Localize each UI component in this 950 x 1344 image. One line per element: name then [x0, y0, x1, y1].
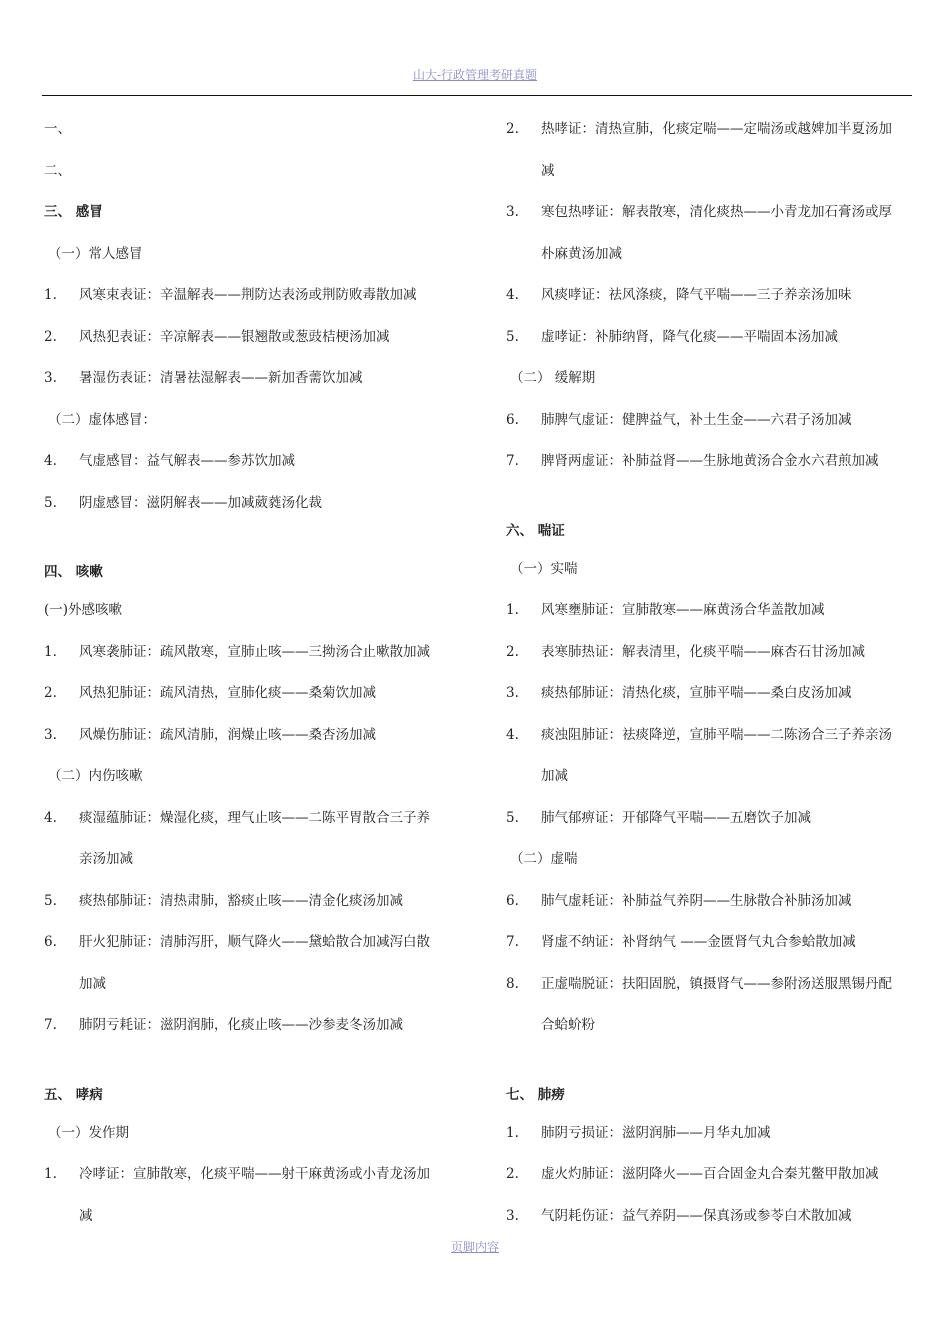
item-text: 痰湿蕴肺证：燥湿化痰，理气止咳——二陈平胃散合三子养 — [79, 809, 430, 826]
item-number: 1. — [44, 643, 57, 660]
section-heading — [506, 486, 916, 552]
item-continuation — [44, 967, 454, 1009]
subsection-heading-text: （二） 缓解期 — [510, 370, 596, 386]
subsection-heading — [506, 842, 916, 884]
page-header: 山大-行政管理考研真题 — [412, 68, 538, 82]
item-number: 4. — [506, 726, 519, 743]
item-number: 4. — [44, 453, 57, 469]
plain-line-text: 二、 — [44, 162, 71, 179]
list-item — [506, 676, 916, 718]
subsection-heading — [44, 1116, 454, 1158]
item-text: 暑湿伤表证：清暑祛湿解表——新加香薷饮加减 — [79, 370, 363, 386]
item-number: 6. — [506, 411, 519, 428]
section-heading — [44, 1050, 454, 1116]
item-text: 冷哮证：宣肺散寒，化痰平喘——射干麻黄汤或小青龙汤加 — [79, 1166, 430, 1182]
list-item — [44, 884, 454, 926]
list-item — [44, 718, 454, 760]
subsection-heading-text: （一）发作期 — [48, 1124, 129, 1141]
item-continuation — [506, 759, 916, 801]
list-item — [506, 1199, 916, 1241]
item-number: 5. — [506, 809, 519, 826]
item-text: 气阴耗伤证：益气养阴——保真汤或参苓白术散加减 — [541, 1207, 852, 1224]
subsection-heading — [44, 759, 454, 801]
subsection-heading-text: （一）实喘 — [510, 560, 578, 577]
item-text: 脾肾两虚证：补肺益肾——生脉地黄汤合金水六君煎加减 — [541, 453, 879, 469]
item-number: 8. — [506, 975, 519, 992]
item-continuation — [506, 154, 916, 196]
item-text: 肺气虚耗证：补肺益气养阴——生脉散合补肺汤加减 — [541, 892, 852, 909]
section-heading-text: 三、 感冒 — [44, 204, 103, 220]
section-heading — [44, 527, 454, 593]
list-item — [506, 195, 916, 237]
item-number: 1. — [44, 1166, 57, 1182]
item-text: 风热犯肺证：疏风清热，宣肺化痰——桑菊饮加减 — [79, 685, 376, 701]
item-number: 4. — [44, 809, 57, 826]
item-text: 风燥伤肺证：疏风清肺，润燥止咳——桑杏汤加减 — [79, 726, 376, 743]
section-heading-text: 五、 哮病 — [44, 1086, 103, 1103]
item-text: 虚火灼肺证：滋阴降火——百合固金丸合秦艽鳖甲散加减 — [541, 1166, 879, 1182]
list-item — [506, 635, 916, 677]
plain-line — [44, 154, 454, 196]
item-text: 阴虚感冒：滋阴解表——加减葳蕤汤化裁 — [79, 494, 322, 511]
item-text: 风寒壅肺证：宣肺散寒——麻黄汤合华盖散加减 — [541, 602, 825, 618]
item-continuation — [44, 1199, 454, 1241]
item-text: 肺阴亏耗证：滋阴润肺，化痰止咳——沙参麦冬汤加减 — [79, 1017, 403, 1033]
subsection-heading-text: （二）内伤咳嗽 — [48, 768, 143, 784]
section-heading — [44, 195, 454, 237]
list-item — [506, 718, 916, 760]
list-item — [506, 801, 916, 843]
item-continuation — [44, 842, 454, 884]
item-text: 风寒束表证：辛温解表——荆防达表汤或荆防败毒散加减 — [79, 287, 417, 303]
item-continuation-text: 加减 — [541, 768, 568, 784]
item-continuation — [506, 237, 916, 279]
list-item — [506, 593, 916, 635]
plain-line-text: (一)外感咳嗽 — [44, 602, 123, 618]
page-footer: 页脚内容 — [450, 1240, 499, 1254]
list-item — [44, 801, 454, 843]
item-text: 风痰哮证：祛风涤痰，降气平喘——三子养亲汤加味 — [541, 287, 852, 303]
item-continuation-text: 合蛤蚧粉 — [541, 1017, 595, 1033]
plain-line-text: 一、 — [44, 121, 71, 137]
item-number: 3. — [506, 204, 519, 220]
list-item — [506, 320, 916, 362]
item-number: 3. — [506, 1207, 519, 1224]
item-text: 肺气郁痹证：开郁降气平喘——五磨饮子加减 — [541, 809, 811, 826]
list-item — [44, 278, 454, 320]
item-continuation-text: 减 — [79, 1207, 93, 1224]
item-number: 5. — [44, 892, 57, 909]
list-item — [44, 444, 454, 486]
list-item — [44, 925, 454, 967]
item-text: 痰热郁肺证：清热化痰，宣肺平喘——桑白皮汤加减 — [541, 685, 852, 701]
list-item — [506, 884, 916, 926]
plain-line — [44, 593, 454, 635]
item-text: 寒包热哮证：解表散寒，清化痰热——小青龙加石膏汤或厚 — [541, 204, 892, 220]
item-number: 2. — [44, 328, 57, 345]
item-number: 3. — [506, 685, 519, 701]
section-heading-text: 四、 咳嗽 — [44, 564, 103, 580]
list-item — [506, 278, 916, 320]
item-text: 风寒袭肺证：疏风散寒，宣肺止咳——三拗汤合止嗽散加减 — [79, 643, 430, 660]
item-number: 1. — [506, 1124, 519, 1141]
section-heading-text: 七、 肺痨 — [506, 1086, 565, 1103]
item-number: 2. — [506, 1166, 519, 1182]
list-item — [506, 1116, 916, 1158]
item-number: 5. — [44, 494, 57, 511]
list-item — [44, 1157, 454, 1199]
item-text: 痰浊阻肺证：祛痰降逆，宣肺平喘——二陈汤合三子养亲汤 — [541, 726, 892, 743]
subsection-heading — [506, 361, 916, 403]
item-text: 风热犯表证：辛凉解表——银翘散或葱豉桔梗汤加减 — [79, 328, 390, 345]
section-heading — [506, 1050, 916, 1116]
header-rule — [42, 95, 912, 96]
item-text: 肝火犯肺证：清肺泻肝，顺气降火——黛蛤散合加减泻白散 — [79, 934, 430, 950]
item-number: 1. — [506, 602, 519, 618]
left-column — [44, 112, 454, 1240]
subsection-heading-text: （二）虚体感冒： — [48, 411, 156, 428]
list-item — [44, 676, 454, 718]
list-item — [44, 361, 454, 403]
item-number: 2. — [44, 685, 57, 701]
item-number: 6. — [506, 892, 519, 909]
item-number: 7. — [44, 1017, 57, 1033]
item-text: 虚哮证：补肺纳肾，降气化痰——平喘固本汤加减 — [541, 328, 838, 345]
item-text: 肾虚不纳证：补肾纳气 ——金匮肾气丸合参蛤散加减 — [541, 934, 856, 950]
list-item — [44, 635, 454, 677]
item-text: 气虚感冒：益气解表——参苏饮加减 — [79, 453, 295, 469]
item-number: 7. — [506, 453, 519, 469]
subsection-heading — [44, 403, 454, 445]
list-item — [506, 112, 916, 154]
subsection-heading — [506, 552, 916, 594]
section-heading-text: 六、 喘证 — [506, 522, 565, 539]
item-text: 热哮证：清热宣肺，化痰定喘——定喘汤或越婢加半夏汤加 — [541, 121, 892, 137]
item-number: 3. — [44, 370, 57, 386]
list-item — [44, 320, 454, 362]
item-number: 3. — [44, 726, 57, 743]
item-text: 表寒肺热证：解表清里，化痰平喘——麻杏石甘汤加减 — [541, 643, 865, 660]
item-continuation-text: 朴麻黄汤加减 — [541, 245, 622, 262]
list-item — [44, 486, 454, 528]
plain-line — [44, 112, 454, 154]
item-continuation-text: 加减 — [79, 975, 106, 992]
list-item — [506, 967, 916, 1009]
right-column — [506, 112, 916, 1240]
item-number: 7. — [506, 934, 519, 950]
item-number: 4. — [506, 287, 519, 303]
item-text: 痰热郁肺证：清热肃肺，豁痰止咳——清金化痰汤加减 — [79, 892, 403, 909]
list-item — [506, 444, 916, 486]
item-number: 2. — [506, 643, 519, 660]
list-item — [506, 403, 916, 445]
subsection-heading-text: （二）虚喘 — [510, 851, 578, 867]
item-number: 2. — [506, 121, 519, 137]
item-continuation-text: 减 — [541, 162, 555, 179]
item-continuation — [506, 1008, 916, 1050]
item-continuation-text: 亲汤加减 — [79, 851, 133, 867]
item-number: 5. — [506, 328, 519, 345]
item-number: 1. — [44, 287, 57, 303]
list-item — [506, 925, 916, 967]
item-text: 肺阴亏损证：滋阴润肺——月华丸加减 — [541, 1124, 771, 1141]
list-item — [506, 1157, 916, 1199]
subsection-heading-text: （一）常人感冒 — [48, 245, 143, 262]
item-number: 6. — [44, 934, 57, 950]
item-text: 正虚喘脱证：扶阳固脱，镇摄肾气——参附汤送服黑锡丹配 — [541, 975, 892, 992]
list-item — [44, 1008, 454, 1050]
subsection-heading — [44, 237, 454, 279]
item-text: 肺脾气虚证：健脾益气，补土生金——六君子汤加减 — [541, 411, 852, 428]
